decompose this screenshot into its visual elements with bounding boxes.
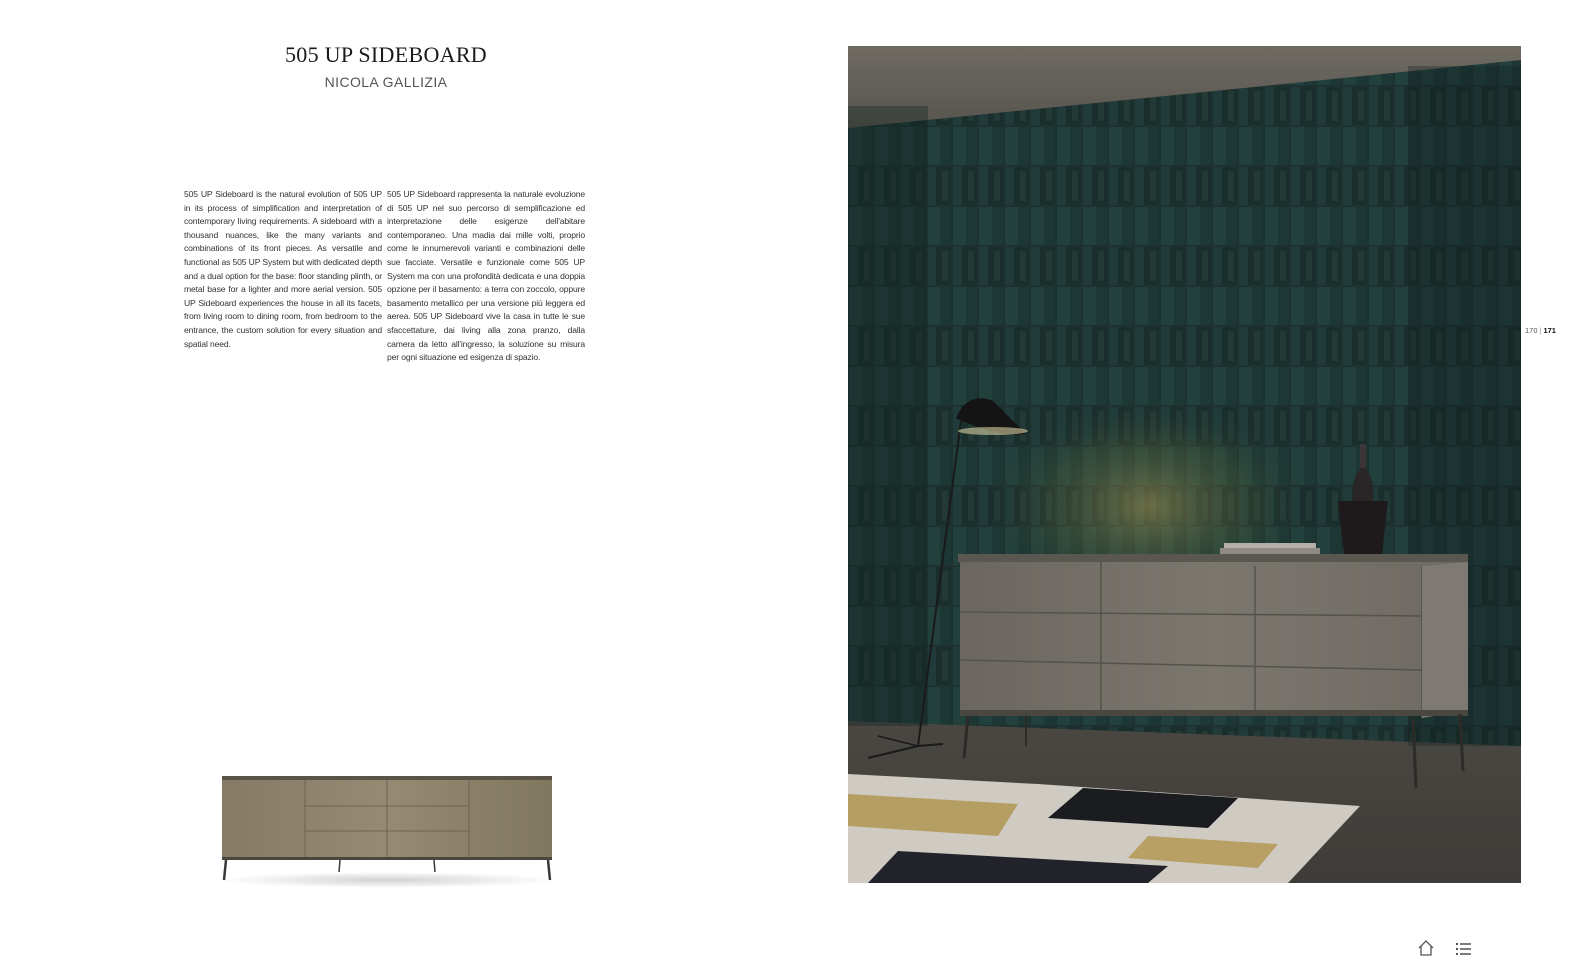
- interior-photo: [848, 46, 1521, 883]
- list-menu-icon: [1454, 940, 1474, 958]
- description-english: 505 UP Sideboard is the natural evolution of 505 UP in its process of simplification and interpretation of contemporary living requirements. A sideboard with a thousand nuances, like the many variants and combinations of its front pieces. As versatile and functional as 505 UP System but with dedicated depth and a dual option for the base: floor standing plinth, or metal base for a lighter and more aerial version. 505 UP Sideboard experiences the house in all its facets, from living room to dining room, from bedroom to the entrance, the custom solution for every situation and spatial need.: [184, 189, 382, 349]
- home-button[interactable]: [1416, 938, 1436, 958]
- page-number: [1525, 326, 1556, 335]
- page-title: 505 UP SIDEBOARD: [284, 42, 487, 67]
- product-image-sideboard: [220, 770, 555, 895]
- description-italian: 505 UP Sideboard rappresenta la naturale evoluzione di 505 UP nel suo percorso di semplificazione ed interpretazione delle esigenze dell'abitare contemporaneo. Una madia dai mille volti, proprio come le innumerevoli varianti e combinazioni delle sue facciate. Versatile e funzionale come 505 UP System ma con una profondità dedicata e una doppia opzione per il basamento: a terra con zoccolo, oppure basamento metallico per una versione più leggera ed aerea. 505 UP Sideboard vive la casa in tutte le sue sfaccettature, dai living alla zona pranzo, dalla camera da letto all'ingresso, la soluzione su misura per ogni situazione ed esigenza di spazio.: [387, 189, 585, 363]
- page-number-left: 170: [1525, 326, 1538, 335]
- page-number-separator: |: [1539, 326, 1542, 335]
- designer-name: NICOLA GALLIZIA: [324, 74, 448, 90]
- page-number-current: 171: [1543, 326, 1556, 335]
- menu-button[interactable]: [1454, 940, 1474, 958]
- home-icon: [1416, 938, 1436, 958]
